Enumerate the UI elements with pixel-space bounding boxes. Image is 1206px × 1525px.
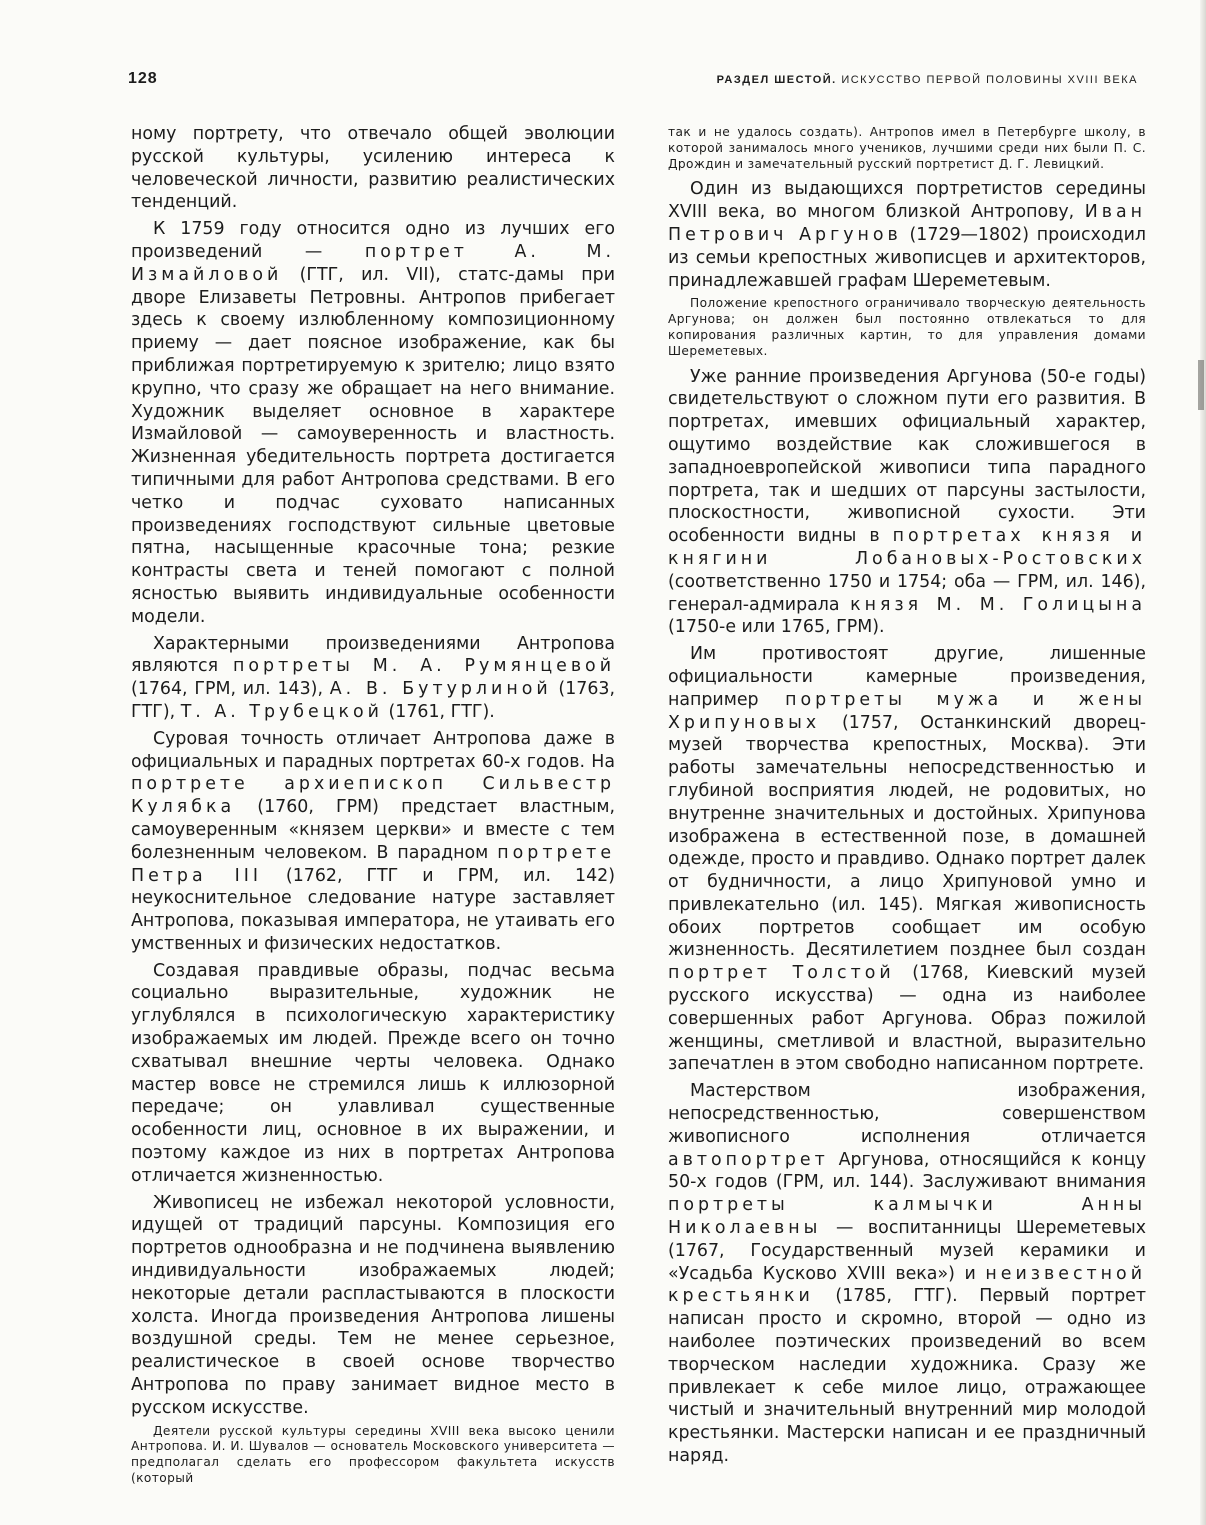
text-run: Мастерством изображения, непосредственностью, совершенством живописного исполнения отличается (668, 1081, 1146, 1147)
spaced-title: А. В. Бутурлиной (329, 679, 552, 700)
footnote: Положение крепостного ограничивало творческую деятельность Аргунова; он должен был постоянно отвлекаться то для копирования различных картин, то для управления домами Шереметевых. (668, 296, 1146, 358)
scan-edge (1200, 0, 1206, 1525)
text-run: — воспитанницы Шереметевых (1767, Государственный музей керамики и «Усадьба Кусково XVIII века») и (668, 1218, 1146, 1284)
running-head (717, 74, 1138, 86)
left-column (131, 123, 615, 1493)
text-run: Один из выдающихся портретистов середины XVIII века, во многом близкой Антропову, (668, 179, 1146, 223)
text-run: (1761, ГТГ). (388, 701, 495, 722)
right-column (668, 125, 1146, 1472)
paragraph (131, 633, 615, 724)
text-run: (1757, Останкинский дворец-музей творчества крепостных, Москва). Эти работы замечательны непосредственностью и глубиной восприятия людей, не родовитых, но внутренне значительных и достойных. Хрипунова изображена в естественной позе, в домашней одежде, просто и правдиво. Однако портрет далек от будничности, а лицо Хрипуновой умно и привлекательно (ил. 145). Мягкая живописность обоих портретов сообщает им особую жизненность. Десятилетием позднее был создан (668, 712, 1146, 961)
text-run: Характерными произведениями Антропова являются (131, 633, 615, 677)
spaced-title: автопортрет (668, 1149, 829, 1170)
spaced-title: князя М. М. Голицына (850, 594, 1146, 615)
paragraph (131, 218, 615, 628)
section-title: ИСКУССТВО ПЕРВОЙ ПОЛОВИНЫ XVIII ВЕКА (841, 74, 1138, 86)
spaced-title: портрете архиепископ Сильвестр Кулябка (131, 774, 615, 818)
paragraph: Создавая правдивые образы, подчас весьма социально выразительные, художник не углублялся в психологическую характеристику изображаемых им людей. Прежде всего он точно схватывал внешние черты человека. Однако мастер вовсе не стремился лишь к иллюзорной передаче; он улавливал существенные особенности лиц, основное в их выражении, и поэтому каждое из них в портретах Антропова отличается жизненностью. (131, 960, 615, 1186)
paragraph (668, 366, 1146, 640)
spaced-title: портреты М. А. Румянцевой (233, 656, 616, 677)
text-run: (ГТГ, ил. VII), статс-дамы при дворе Елизаветы Петровны. Антропов прибегает здесь к своему излюбленному композиционному приему — дает поясное изображение, как бы приближая портретируемую к зрителю; лицо взято крупно, что сразу же обращает на него внимание. Художник выделяет основное в характере Измайловой — самоуверенность и властность. Жизненная убедительность портрета достигается типичными для работ Антропова средствами. В его четко и подчас суховато написанных произведениях господствуют сильные цветовые пятна, насыщенные красочные тона; резкие контрасты света и теней помогают с полной ясностью выявить индивидуальные особенности модели. (131, 264, 616, 627)
spaced-title: портрете Петра III (131, 842, 616, 886)
text-run: (1760, ГРМ) предстает властным, самоуверенным «князем церкви» и вместе с тем болезненным человеком. В парадном (131, 797, 616, 863)
text-run: Суровая точность отличает Антропова даже в официальных и парадных портретах 60-х годов. На (131, 728, 615, 772)
paragraph (668, 643, 1146, 1076)
scan-mark (1198, 360, 1204, 410)
text-run: К 1759 году относится одно из лучших его произведений — (131, 219, 615, 262)
spaced-title: Иван Петрович Аргунов (668, 202, 1146, 245)
text-run: (1729—1802) происходил из семьи крепостных живописцев и архитекторов, принадлежавшей графам Шереметевым. (668, 224, 1146, 291)
paragraph: Живописец не избежал некоторой условности, идущей от традиций парсуны. Композиция его портретов однообразна и не подчинена выявлению индивидуальности изображаемых людей; некоторые детали распластываются в плоскости холста. Иногда произведения Антропова лишены воздушной среды. Тем не менее серьезное, реалистическое в своей основе творчество Антропова по праву занимает видное место в русском искусстве. (131, 1192, 615, 1418)
page-number: 128 (128, 70, 158, 87)
paragraph (668, 178, 1146, 292)
paragraph: ному портрету, что отвечало общей эволюции русской культуры, усилению интереса к человеческой личности, развитию реалистических тенденций. (131, 124, 615, 213)
spaced-title: портретах князя и княгини Лобановых-Ростовских (668, 526, 1146, 569)
text-run: (1764, ГРМ, ил. 143), (131, 679, 323, 700)
text-run: (соответственно 1750 и 1754; оба — ГРМ, ил. 146), генерал-адмирала (668, 571, 1146, 615)
text-run: (1785, ГТГ). Первый портрет написан просто и скромно, второй — одно из наиболее поэтических произведений во всем творческом наследии художника. Сразу же привлекает к себе милое лицо, отражающее чистый и значительный внутренний мир молодой крестьянки. Мастерски написан и ее праздничный наряд. (668, 1286, 1146, 1467)
spaced-title: портреты мужа и жены Хрипуновых (668, 689, 1146, 733)
text-run: Аргунова, относящийся к концу 50-х годов (ГРМ, ил. 144). Заслуживают внимания (668, 1149, 1146, 1193)
text-run: Им противостоят другие, лишенные официальности камерные произведения, например (668, 644, 1146, 710)
text-run: Уже ранние произведения Аргунова (50-е годы) свидетельствуют о сложном пути его развития. В портретах, имевших официальный характер, ощутимо воздействие как сложившегося в западноевропейской живописи типа парадного портрета, так и шедших от парсуны застылости, плоскостности, живописной сухости. Эти особенности видны в (668, 366, 1146, 547)
footnote: Деятели русской культуры середины XVIII века высоко ценили Антропова. И. И. Шувалов — основатель Московского университета — предполагал сделать его профессором факультета искусств (который (131, 1423, 615, 1486)
text-run: (1762, ГТГ и ГРМ, ил. 142) неукоснительное следование натуре заставляет Антропова, показывая императора, не утаивать его умственных и физических недостатков. (131, 865, 615, 954)
spaced-title: Т. А. Трубецкой (180, 701, 383, 722)
text-run: (1750-е или 1765, ГРМ). (668, 617, 885, 638)
spaced-title: портрет Толстой (668, 963, 895, 984)
text-run: (1768, Киевский музей русского искусства) — одна из наиболее совершенных работ Аргунова. Образ пожилой женщины, сметливой и властной, выразительно запечатлен в этом свободно написанном портрете. (668, 963, 1146, 1075)
section-label: РАЗДЕЛ ШЕСТОЙ. (716, 74, 837, 86)
spaced-title: портрет А. М. Измайловой (131, 241, 616, 285)
paragraph (668, 1080, 1146, 1468)
text-run: (1763, ГТГ), (131, 679, 615, 722)
spaced-title: портреты калмычки Анны Николаевны (668, 1195, 1146, 1239)
spaced-title: неизвестной крестьянки (668, 1263, 1146, 1307)
footnote: так и не удалось создать). Антропов имел в Петербурге школу, в которой занималось много учеников, лучшими среди них были П. С. Дрождин и замечательный русский портретист Д. Г. Левицкий. (668, 125, 1146, 171)
paragraph (131, 728, 615, 956)
